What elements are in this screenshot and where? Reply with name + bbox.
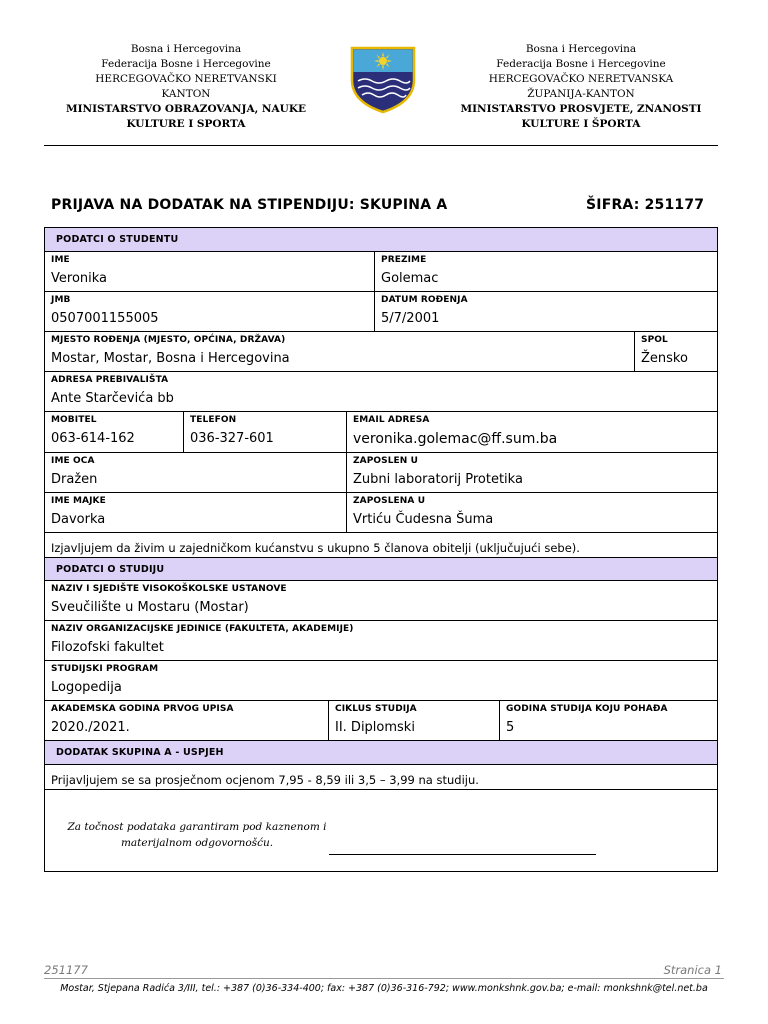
- field-label: EMAIL ADRESA: [353, 415, 430, 425]
- field-value: II. Diplomski: [335, 720, 415, 735]
- header-right-authority: [438, 42, 724, 132]
- field-study-cycle[interactable]: [328, 701, 499, 740]
- field-value: Zubni laboratorij Protetika: [353, 472, 523, 487]
- field-first-name[interactable]: [45, 252, 374, 291]
- row-household-statement: [45, 533, 717, 558]
- field-mother-name[interactable]: [45, 493, 346, 532]
- row-study-details: [45, 701, 717, 741]
- field-value: Veronika: [51, 271, 108, 286]
- row-jmb: [45, 292, 717, 332]
- row-contact: [45, 412, 717, 453]
- row-faculty: [45, 621, 717, 661]
- field-value: 5: [506, 720, 515, 735]
- field-label: ADRESA PREBIVALIŠTA: [51, 375, 169, 385]
- field-first-enrollment[interactable]: [45, 701, 328, 740]
- field-label: PREZIME: [381, 255, 427, 265]
- form-title: PRIJAVA NA DODATAK NA STIPENDIJU: SKUPINA A: [51, 197, 448, 213]
- grade-statement: Prijavljujem se sa prosječnom ocjenom 7,95 - 8,59 ili 3,5 – 3,99 na studiju.: [51, 773, 479, 787]
- field-label: SPOL: [641, 335, 668, 345]
- field-value: Golemac: [381, 271, 439, 286]
- header-left-line: HERCEGOVAČKO NERETVANSKI: [95, 73, 277, 85]
- field-label: MOBITEL: [51, 415, 97, 425]
- field-value: Žensko: [641, 351, 688, 366]
- header-right-line: Federacija Bosne i Hercegovine: [496, 58, 666, 70]
- field-jmb[interactable]: [45, 292, 374, 331]
- field-label: DATUM ROĐENJA: [381, 295, 468, 305]
- header-divider: [44, 145, 718, 146]
- row-program: [45, 661, 717, 701]
- header-right-ministry: MINISTARSTVO PROSVJETE, ZNANOSTI: [460, 103, 702, 115]
- field-label: ZAPOSLENA U: [353, 496, 426, 506]
- field-father-employer[interactable]: [346, 453, 717, 492]
- header-right-line: HERCEGOVAČKO NERETVANSKA: [488, 73, 674, 85]
- footer-address: Mostar, Stjepana Radića 3/III, tel.: +387 (0)36-334-400; fax: +387 (0)36-316-792; www.monkshnk.gov.ba; e-mail: monkshnk@tel.net.ba: [60, 983, 708, 994]
- row-institution: [45, 581, 717, 621]
- field-value: Vrtiću Čudesna Šuma: [353, 512, 494, 527]
- field-value: veronika.golemac@ff.sum.ba: [353, 431, 558, 447]
- field-faculty[interactable]: [45, 621, 717, 660]
- footer-page-number: Stranica 1: [663, 963, 722, 977]
- field-label: NAZIV ORGANIZACIJSKE JEDINICE (FAKULTETA, AKADEMIJE): [51, 624, 354, 634]
- form-code: ŠIFRA: 251177: [586, 197, 705, 213]
- field-label: JMB: [51, 295, 71, 305]
- header-right-ministry: KULTURE I ŠPORTA: [521, 118, 641, 130]
- field-value: 0507001155005: [51, 311, 159, 326]
- section-title: PODATCI O STUDIJU: [56, 564, 165, 575]
- field-label: IME OCA: [51, 456, 95, 466]
- field-label: CIKLUS STUDIJA: [335, 704, 417, 714]
- field-label: IME: [51, 255, 70, 265]
- field-label: IME MAJKE: [51, 496, 106, 506]
- field-value: Davorka: [51, 512, 106, 527]
- field-label: GODINA STUDIJA KOJU POHAĐA: [506, 704, 668, 714]
- field-email[interactable]: [346, 412, 717, 452]
- signature-line[interactable]: [329, 854, 596, 855]
- field-label: AKADEMSKA GODINA PRVOG UPISA: [51, 704, 234, 714]
- field-label: NAZIV I SJEDIŠTE VISOKOŠKOLSKE USTANOVE: [51, 584, 287, 594]
- row-signature: [45, 790, 717, 871]
- field-last-name[interactable]: [374, 252, 717, 291]
- section-supplement-header: [45, 741, 717, 765]
- field-value: Filozofski fakultet: [51, 640, 164, 655]
- field-address[interactable]: [45, 372, 717, 411]
- field-value: 063-614-162: [51, 431, 135, 446]
- row-grade-statement: [45, 765, 717, 790]
- section-study-header: [45, 558, 717, 581]
- document-header: [44, 42, 718, 134]
- field-father-name[interactable]: [45, 453, 346, 492]
- field-label: ZAPOSLEN U: [353, 456, 419, 466]
- field-value: Logopedija: [51, 680, 122, 695]
- section-student-header: [45, 228, 717, 252]
- field-program[interactable]: [45, 661, 717, 700]
- field-label: TELEFON: [190, 415, 237, 425]
- section-title: DODATAK SKUPINA A - USPJEH: [56, 747, 224, 758]
- header-left-line: Federacija Bosne i Hercegovine: [101, 58, 271, 70]
- field-gender[interactable]: [634, 332, 717, 371]
- row-name: [45, 252, 717, 292]
- header-left-line: Bosna i Hercegovina: [130, 43, 242, 55]
- field-value: Mostar, Mostar, Bosna i Hercegovina: [51, 351, 290, 366]
- field-value: Ante Starčevića bb: [51, 391, 174, 406]
- row-address: [45, 372, 717, 412]
- field-value: 5/7/2001: [381, 311, 440, 326]
- field-mother-employer[interactable]: [346, 493, 717, 532]
- field-label: MJESTO ROĐENJA (MJESTO, OPĆINA, DRŽAVA): [51, 335, 286, 345]
- header-left-authority: [43, 42, 329, 132]
- field-value: 2020./2021.: [51, 720, 130, 735]
- header-left-ministry: KULTURE I SPORTA: [126, 118, 246, 130]
- coat-of-arms-icon: [348, 46, 418, 114]
- row-birthplace: [45, 332, 717, 372]
- field-institution[interactable]: [45, 581, 717, 620]
- field-label: STUDIJSKI PROGRAM: [51, 664, 159, 674]
- liability-statement: Za točnost podataka garantiram pod kaznenom i materijalnom odgovornošću.: [67, 821, 327, 849]
- header-right-line: Bosna i Hercegovina: [525, 43, 637, 55]
- household-statement: Izjavljujem da živim u zajedničkom kućanstvu s ukupno 5 članova obitelji (uključujući sebe).: [51, 541, 580, 555]
- section-title: PODATCI O STUDENTU: [56, 234, 179, 245]
- field-value: Dražen: [51, 472, 98, 487]
- application-form: [44, 227, 718, 872]
- field-mobile[interactable]: [45, 412, 183, 452]
- field-birthplace[interactable]: [45, 332, 634, 371]
- field-value: 036-327-601: [190, 431, 274, 446]
- footer-code: 251177: [44, 963, 88, 977]
- field-phone[interactable]: [183, 412, 346, 452]
- field-birth-date[interactable]: [374, 292, 717, 331]
- row-father: [45, 453, 717, 493]
- header-right-line: ŽUPANIJA-KANTON: [527, 88, 635, 100]
- header-left-ministry: MINISTARSTVO OBRAZOVANJA, NAUKE: [66, 103, 306, 115]
- field-study-year[interactable]: [499, 701, 717, 740]
- row-mother: [45, 493, 717, 533]
- field-value: Sveučilište u Mostaru (Mostar): [51, 600, 249, 615]
- header-left-line: KANTON: [161, 88, 211, 100]
- footer-divider: [44, 978, 724, 979]
